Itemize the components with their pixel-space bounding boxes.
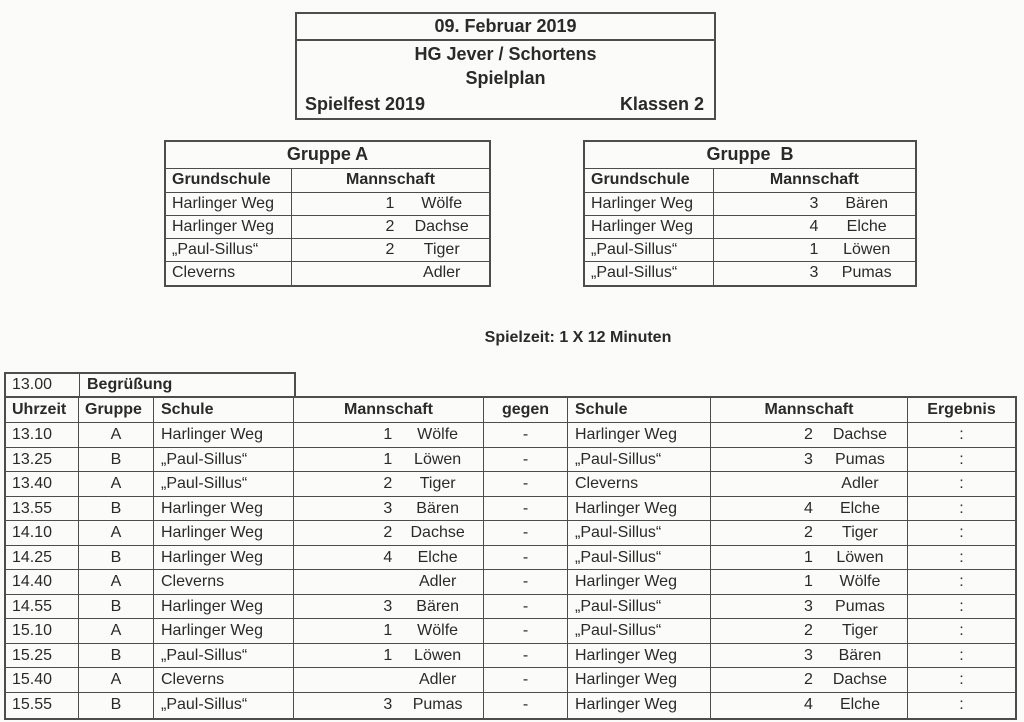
team-number: 3: [809, 195, 819, 212]
away-team-cell: [711, 423, 908, 447]
home-team-number: 1: [383, 646, 393, 664]
match-time-cell: 13.25: [6, 448, 79, 472]
match-group-cell: A: [79, 668, 154, 692]
home-team-cell: [294, 448, 484, 472]
team-number: 1: [385, 195, 395, 212]
schedule-row: [6, 448, 1015, 473]
schedule-row: [6, 423, 1015, 448]
away-school-cell: „Paul-Sillus“: [568, 619, 711, 643]
match-group-cell: A: [79, 619, 154, 643]
away-team-name: Bären: [838, 646, 882, 664]
home-team-number: [294, 570, 392, 594]
schedule-row: [6, 497, 1015, 522]
away-team-cell: [711, 619, 908, 643]
home-team-number: 3: [383, 597, 393, 615]
away-team-number: 2: [804, 671, 813, 689]
away-team-name: Pumas: [835, 450, 885, 468]
versus-cell: -: [484, 472, 568, 496]
team-name: Pumas: [841, 264, 892, 281]
match-group-cell: A: [79, 423, 154, 447]
result-cell: :: [959, 524, 964, 542]
versus-cell: -: [484, 448, 568, 472]
group-school-cell: Harlinger Weg: [166, 216, 292, 238]
versus-cell: -: [484, 693, 568, 718]
away-school-cell: „Paul-Sillus“: [568, 448, 711, 472]
away-team-number: 1: [804, 573, 813, 591]
group-row: [585, 239, 915, 262]
header-class-label: Klassen 2: [619, 94, 704, 114]
away-team-name: Tiger: [842, 524, 878, 542]
home-team-name: Bären: [416, 499, 459, 517]
away-school-cell: Cleverns: [568, 472, 711, 496]
away-team-number: 3: [804, 646, 813, 664]
home-school-cell: Harlinger Weg: [154, 423, 294, 447]
match-time-cell: 14.25: [6, 546, 79, 570]
away-school-cell: Harlinger Weg: [568, 423, 711, 447]
match-time-cell: 15.10: [6, 619, 79, 643]
away-team-name: Pumas: [835, 597, 885, 615]
group-b-header-row: [585, 169, 915, 193]
home-team-name: Löwen: [414, 450, 462, 468]
home-team-number: 1: [383, 622, 393, 640]
versus-cell: -: [484, 644, 568, 668]
home-school-cell: Harlinger Weg: [154, 521, 294, 545]
group-team-cell: [714, 239, 915, 261]
schedule-row: [6, 595, 1015, 620]
team-name: Elche: [846, 218, 887, 235]
home-team-name: Pumas: [412, 696, 463, 714]
group-school-column-header: Grundschule: [585, 169, 714, 192]
group-school-cell: Cleverns: [166, 262, 292, 285]
home-team-cell: [294, 693, 484, 718]
away-team-cell: [711, 521, 908, 545]
away-team-number: 2: [804, 524, 813, 542]
team-name: Tiger: [423, 241, 460, 258]
match-time-cell: 15.25: [6, 644, 79, 668]
welcome-label-cell: Begrüßung: [87, 376, 173, 393]
home-team-name: Wölfe: [417, 622, 459, 640]
group-a-rows: [166, 193, 489, 285]
team-name: Wölfe: [421, 195, 463, 212]
away-team-number: 4: [804, 499, 813, 517]
away-team-cell: [711, 595, 908, 619]
col-header-gruppe: Gruppe: [79, 398, 154, 422]
team-name: Adler: [423, 264, 461, 281]
home-team-number: 1: [383, 450, 393, 468]
home-team-cell: [294, 472, 484, 496]
home-team-name: Elche: [417, 548, 458, 566]
header-doc-title: Spielplan: [465, 68, 546, 88]
group-row: [166, 193, 489, 216]
result-cell: :: [959, 573, 964, 591]
col-header-gegen: gegen: [484, 398, 568, 422]
match-group-cell: B: [79, 448, 154, 472]
col-header-schule-2: Schule: [568, 398, 711, 422]
versus-cell: -: [484, 546, 568, 570]
group-team-cell: [292, 216, 489, 238]
versus-cell: -: [484, 619, 568, 643]
col-header-ergebnis: Ergebnis: [927, 401, 996, 418]
group-school-cell: „Paul-Sillus“: [166, 239, 292, 261]
team-name: Bären: [845, 195, 889, 212]
home-team-name: Bären: [416, 597, 459, 615]
result-cell: :: [959, 696, 964, 714]
group-school-cell: „Paul-Sillus“: [585, 262, 714, 285]
home-school-cell: Harlinger Weg: [154, 619, 294, 643]
match-time-cell: 14.10: [6, 521, 79, 545]
schedule-table: [4, 396, 1017, 720]
away-team-name: Löwen: [836, 548, 884, 566]
away-team-cell: [711, 448, 908, 472]
group-row: [585, 193, 915, 216]
col-header-mannschaft-2: Mannschaft: [711, 398, 908, 422]
result-cell: :: [959, 671, 964, 689]
schedule-row: [6, 570, 1015, 595]
versus-cell: -: [484, 423, 568, 447]
away-team-number: 1: [804, 548, 813, 566]
home-team-name: Adler: [418, 573, 457, 591]
away-team-number: 2: [804, 622, 813, 640]
away-team-name: Elche: [839, 499, 880, 517]
group-school-cell: Harlinger Weg: [585, 216, 714, 238]
home-team-number: 3: [383, 696, 393, 714]
group-team-cell: [714, 262, 915, 285]
result-cell: :: [959, 499, 964, 517]
group-team-cell: [292, 262, 489, 285]
result-cell: :: [959, 597, 964, 615]
header-footer-row: [297, 91, 714, 118]
away-team-name: Adler: [841, 475, 879, 493]
versus-cell: -: [484, 595, 568, 619]
away-school-cell: „Paul-Sillus“: [568, 595, 711, 619]
team-name: Dachse: [414, 218, 469, 235]
tournament-header-box: [295, 12, 716, 120]
away-school-cell: Harlinger Weg: [568, 644, 711, 668]
team-number: 4: [809, 218, 819, 235]
away-team-number: 2: [804, 426, 813, 443]
group-b-table: [583, 140, 917, 287]
away-school-cell: „Paul-Sillus“: [568, 546, 711, 570]
match-group-cell: A: [79, 472, 154, 496]
group-school-cell: Harlinger Weg: [166, 193, 292, 215]
group-row: [585, 262, 915, 285]
home-school-cell: „Paul-Sillus“: [154, 693, 294, 718]
match-group-cell: B: [79, 497, 154, 521]
home-team-cell: [294, 521, 484, 545]
result-cell: :: [959, 426, 964, 443]
away-team-number: [711, 472, 813, 496]
match-group-cell: B: [79, 595, 154, 619]
away-team-cell: [711, 497, 908, 521]
home-school-cell: Cleverns: [154, 570, 294, 594]
group-school-cell: „Paul-Sillus“: [585, 239, 714, 261]
home-school-cell: Harlinger Weg: [154, 595, 294, 619]
away-school-cell: „Paul-Sillus“: [568, 521, 711, 545]
schedule-row: [6, 644, 1015, 669]
group-team-column-header: Mannschaft: [346, 171, 435, 188]
team-number: 1: [809, 241, 819, 258]
group-row: [166, 239, 489, 262]
match-time-cell: 13.40: [6, 472, 79, 496]
versus-cell: -: [484, 668, 568, 692]
match-group-cell: A: [79, 570, 154, 594]
result-cell: :: [959, 475, 964, 493]
away-school-cell: Harlinger Weg: [568, 497, 711, 521]
group-row: [585, 216, 915, 239]
col-header-mannschaft-1: Mannschaft: [294, 398, 484, 422]
away-team-name: Elche: [839, 696, 880, 714]
home-team-cell: [294, 546, 484, 570]
result-cell: :: [959, 646, 964, 664]
match-group-cell: A: [79, 521, 154, 545]
schedule-row: [6, 472, 1015, 497]
team-number: [292, 262, 394, 285]
home-team-cell: [294, 497, 484, 521]
group-b-rows: [585, 193, 915, 285]
home-team-number: [294, 668, 392, 692]
home-team-cell: [294, 668, 484, 692]
home-team-cell: [294, 595, 484, 619]
away-team-name: Wölfe: [839, 573, 881, 591]
match-time-cell: 13.55: [6, 497, 79, 521]
home-school-cell: Harlinger Weg: [154, 546, 294, 570]
home-team-cell: [294, 619, 484, 643]
group-a-title: Gruppe A: [166, 142, 489, 169]
group-row: [166, 262, 489, 285]
group-team-cell: [714, 193, 915, 215]
schedule-row: [6, 668, 1015, 693]
header-organization: HG Jever / Schortens: [414, 44, 597, 64]
schedule-row: [6, 693, 1015, 718]
away-team-cell: [711, 668, 908, 692]
home-team-name: Dachse: [410, 524, 465, 542]
group-a-header-row: [166, 169, 489, 193]
welcome-row: [4, 372, 296, 396]
group-team-column-header: Mannschaft: [769, 171, 859, 188]
home-team-name: Adler: [418, 671, 457, 689]
welcome-time-cell: 13.00: [6, 374, 80, 396]
col-header-schule-1: Schule: [154, 398, 294, 422]
home-team-number: 2: [383, 524, 393, 542]
away-school-cell: Harlinger Weg: [568, 693, 711, 718]
result-cell: :: [959, 622, 964, 640]
versus-cell: -: [484, 521, 568, 545]
playtime-note: Spielzeit: 1 X 12 Minuten: [484, 329, 672, 346]
away-team-cell: [711, 570, 908, 594]
group-b-title: Gruppe B: [585, 142, 915, 169]
home-school-cell: „Paul-Sillus“: [154, 644, 294, 668]
match-time-cell: 15.55: [6, 693, 79, 718]
schedule-row: [6, 546, 1015, 571]
away-team-number: 3: [804, 597, 813, 615]
home-team-cell: [294, 423, 484, 447]
away-team-name: Dachse: [832, 671, 888, 689]
home-team-cell: [294, 644, 484, 668]
away-team-cell: [711, 546, 908, 570]
away-team-cell: [711, 472, 908, 496]
home-team-cell: [294, 570, 484, 594]
away-team-number: 4: [804, 696, 813, 714]
home-school-cell: „Paul-Sillus“: [154, 448, 294, 472]
schedule-row: [6, 521, 1015, 546]
col-header-uhrzeit: Uhrzeit: [6, 398, 79, 422]
match-time-cell: 14.40: [6, 570, 79, 594]
result-cell: :: [959, 548, 964, 566]
schedule-rows: [6, 423, 1015, 718]
team-number: 2: [385, 241, 395, 258]
home-team-name: Löwen: [414, 646, 462, 664]
match-time-cell: 15.40: [6, 668, 79, 692]
header-event-name: Spielfest 2019: [305, 94, 426, 114]
versus-cell: -: [484, 497, 568, 521]
home-team-name: Tiger: [419, 475, 456, 493]
match-time-cell: 13.10: [6, 423, 79, 447]
home-school-cell: Cleverns: [154, 668, 294, 692]
team-number: 3: [809, 264, 819, 281]
team-number: 2: [385, 218, 395, 235]
home-team-name: Wölfe: [417, 426, 459, 443]
group-team-cell: [292, 239, 489, 261]
header-date: 09. Februar 2019: [297, 14, 714, 41]
away-team-name: Dachse: [832, 426, 888, 443]
group-school-cell: Harlinger Weg: [585, 193, 714, 215]
schedule-row: [6, 619, 1015, 644]
versus-cell: -: [484, 570, 568, 594]
group-team-cell: [714, 216, 915, 238]
schedule-header-row: [6, 398, 1015, 423]
match-group-cell: B: [79, 693, 154, 718]
home-team-number: 1: [383, 426, 393, 443]
match-time-cell: 14.55: [6, 595, 79, 619]
team-name: Löwen: [843, 241, 891, 258]
away-team-cell: [711, 644, 908, 668]
result-cell: :: [959, 450, 964, 468]
group-a-table: [164, 140, 491, 287]
group-row: [166, 216, 489, 239]
home-school-cell: „Paul-Sillus“: [154, 472, 294, 496]
away-team-name: Tiger: [842, 622, 878, 640]
home-team-number: 4: [383, 548, 393, 566]
home-school-cell: Harlinger Weg: [154, 497, 294, 521]
home-team-number: 3: [383, 499, 393, 517]
away-team-number: 3: [804, 450, 813, 468]
match-group-cell: B: [79, 644, 154, 668]
home-team-number: 2: [383, 475, 393, 493]
match-group-cell: B: [79, 546, 154, 570]
away-school-cell: Harlinger Weg: [568, 668, 711, 692]
group-school-column-header: Grundschule: [166, 169, 292, 192]
away-school-cell: Harlinger Weg: [568, 570, 711, 594]
away-team-cell: [711, 693, 908, 718]
group-team-cell: [292, 193, 489, 215]
